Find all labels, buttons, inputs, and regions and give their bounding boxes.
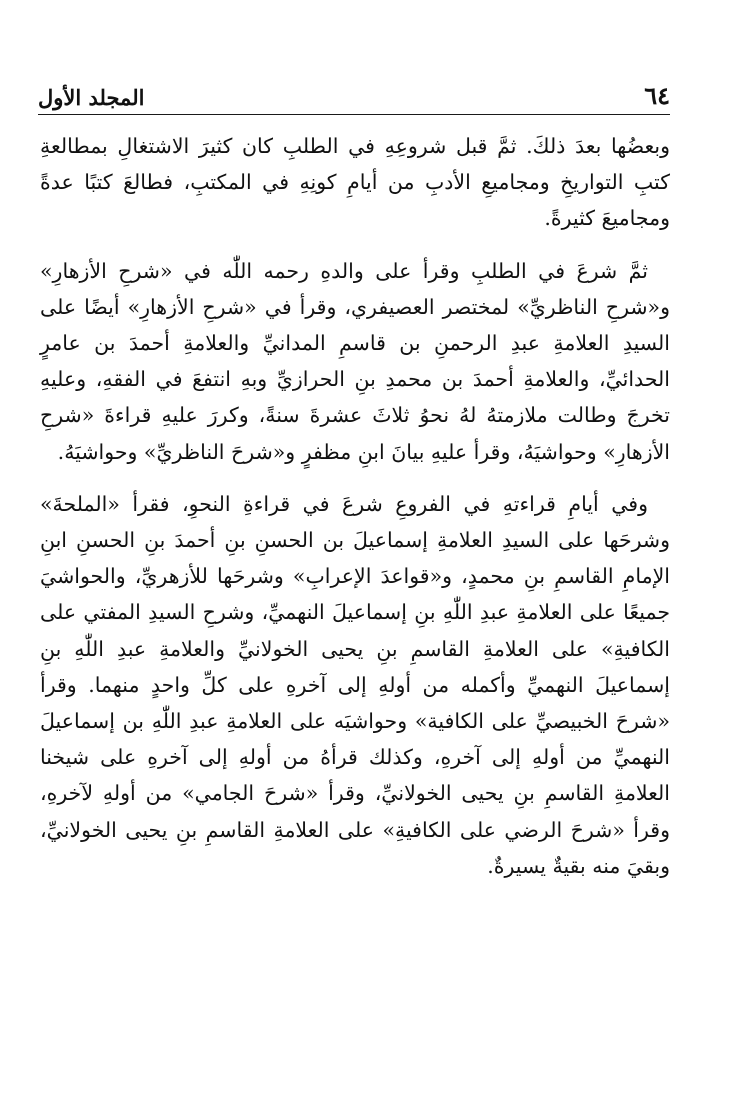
paragraph-3: وفي أيامِ قراءتهِ في الفروعِ شرعَ في قراءةِ النحوِ، فقرأ «الملحةَ» وشرحَها على السيدِ العلامةِ إسماعيلَ بن الحسنِ بنِ أحمدَ بنِ الحسنِ ابنِ الإمامِ القاسمِ بنِ محمدٍ، و«قواعدَ الإعرابِ» وشرحَها للأزهريِّ، والحواشيَ جميعًا على العلامةِ عبدِ اللّٰهِ بنِ إسماعيلَ النهميِّ، وشرحِ السيدِ المفتي على الكافيةِ» على العلامةِ القاسمِ بنِ يحيى الخولانيِّ والعلامةِ عبدِ اللّٰهِ بنِ إسماعيلَ النهميِّ وأكمله من أولهِ إلى آخرهِ على كلِّ واحدٍ منهما. وقرأ «شرحَ الخبيصيِّ على الكافية» وحواشيَه على العلامةِ عبدِ اللّٰهِ بن إسماعيلَ النهميِّ من أولهِ إلى آخرهِ، وكذلك قرأهُ من أولهِ إلى آخرهِ على شيخنا العلامةِ القاسمِ بنِ يحيى الخولانيِّ، وقرأ «شرحَ الجامي» من أولهِ لآخرهِ، وقرأ «شرحَ الرضي على الكافيةِ» على العلامةِ القاسمِ بنِ يحيى الخولانيِّ، وبقيَ منه بقيةٌ يسيرةٌ. <box>40 491 670 878</box>
paragraph-1: وبعضُها بعدَ ذلكَ. ثمَّ قبل شروعِهِ في الطلبِ كان كثيرَ الاشتغالِ بمطالعةِ كتبِ التواريخِ ومجاميعِ الأدبِ من أيامِ كونِهِ في المكتبِ، فطالعَ كتبًا عدةً ومجاميعَ كثيرةً. <box>40 134 670 231</box>
page-number: ٦٤ <box>644 81 670 110</box>
paragraph-2: ثمَّ شرعَ في الطلبِ وقرأ على والدهِ رحمه اللّٰه في «شرحِ الأزهارِ» و«شرحِ الناظريِّ» لمختصر العصيفري، وقرأ في «شرحِ الأزهارِ» أيضًا على السيدِ العلامةِ عبدِ الرحمنِ بن قاسمِ المدانيِّ والعلامةِ أحمدَ بن عامرٍ الحدائيِّ، والعلامةِ أحمدَ بن محمدِ بنِ الحرازيِّ وبهِ انتفعَ في الفقهِ، وعليهِ تخرجَ وطالت ملازمتهُ لهُ نحوُ ثلاثَ عشرةَ سنةً، وكررَ عليهِ قراءةَ «شرحِ الأزهارِ» وحواشيَهُ، وقرأ عليهِ بيانَ ابنِ مظفرٍ و«شرحَ الناظريِّ» وحواشيَهُ. <box>40 258 670 464</box>
header-rule <box>38 114 670 115</box>
volume-title: المجلد الأول <box>38 85 145 110</box>
body-text <box>40 128 670 900</box>
running-header <box>38 70 670 110</box>
